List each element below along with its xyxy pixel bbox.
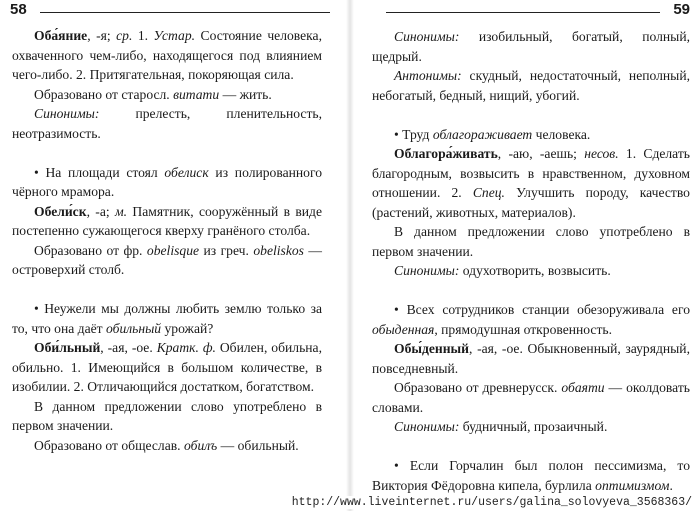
right-page-text — [372, 27, 690, 495]
headword: Оби́льный — [34, 340, 101, 355]
italic-term: Синонимы: — [394, 29, 460, 44]
italic-term: облагораживает — [432, 126, 533, 142]
italic-term: обелиск — [164, 164, 209, 180]
italic-term: Синонимы: — [34, 106, 100, 121]
text-run: Памятник, сооружённый в виде постепенно сужающегося кверху гранёного столба. — [12, 203, 322, 238]
headword: Обели́ск — [34, 203, 87, 219]
text-run: скудный, недостаточный, неполный, небогатый, бедный, нищий, убогий. — [372, 68, 690, 103]
italic-term: обилъ — [183, 437, 218, 453]
text-paragraph — [12, 104, 322, 143]
text-paragraph — [12, 202, 322, 241]
text-paragraph — [372, 144, 690, 222]
text-paragraph — [372, 222, 690, 261]
text-paragraph — [12, 436, 322, 456]
text-paragraph — [12, 163, 322, 202]
text-run: прелесть, пленительность, неотразимость. — [12, 106, 322, 141]
right-page-number: 59 — [673, 1, 690, 18]
text-paragraph — [372, 66, 690, 105]
text-run: 1. Сделать благородным, возвысить в нравственном, духовном отношении. 2. — [372, 146, 690, 200]
italic-term: обильный — [105, 320, 162, 336]
header-rule — [40, 12, 330, 13]
italic-term: ср. — [116, 28, 133, 43]
dictionary-entry — [12, 26, 322, 85]
right-page-header — [354, 0, 700, 20]
text-run: — жить. — [219, 86, 272, 102]
text-run: , прямодушная откровенность. — [434, 321, 612, 337]
text-run: изобильный, богатый, полный, щедрый. — [372, 29, 690, 64]
text-paragraph — [12, 299, 322, 338]
text-run: из греч. — [199, 242, 254, 258]
italic-term: Синонимы: — [394, 419, 460, 434]
paragraph-gap — [372, 437, 690, 457]
italic-term: витати — [173, 86, 220, 102]
text-run: — околдовать словами. — [372, 380, 690, 415]
text-run: • Труд — [394, 126, 433, 142]
italic-term: Устар. — [153, 28, 196, 43]
text-run: Образовано от древнерусск. — [394, 380, 562, 395]
text-paragraph — [372, 378, 690, 417]
text-run: В данном предложении слово употреблено в первом значении. — [12, 398, 322, 433]
text-run: одухотворить, возвысить. — [459, 263, 611, 278]
text-paragraph — [372, 300, 690, 339]
text-run: человека. — [532, 126, 591, 142]
left-page-header — [0, 0, 346, 20]
text-paragraph — [372, 261, 690, 281]
paragraph-gap — [372, 281, 690, 301]
text-run: — островерхий столб. — [12, 242, 322, 277]
text-run: , -аю, -аешь; — [497, 146, 585, 161]
text-paragraph — [372, 417, 690, 437]
right-page — [354, 0, 700, 511]
text-run: • На площади стоял — [34, 164, 165, 180]
text-run: Образовано от старосл. — [34, 86, 174, 102]
paragraph-gap — [372, 105, 690, 125]
text-run: будничный, прозаичный. — [459, 419, 608, 434]
text-paragraph — [12, 85, 322, 105]
text-run: из полированного чёрного мрамора. — [12, 164, 322, 199]
text-run: 1. — [132, 28, 154, 43]
text-run: Состояние человека, охваченного чем-либо, находящегося под влиянием чего-либо. 2. Притягательная, покоряющая сила. — [12, 28, 322, 82]
text-run: В данном предложении слово употреблено в первом значении. — [372, 224, 690, 259]
italic-term: obelisque — [146, 242, 200, 258]
text-run: Образовано от общеслав. — [34, 437, 184, 453]
text-run: , -а; — [86, 203, 115, 219]
headword: Облагора́живать — [394, 146, 498, 161]
italic-term: Синонимы: — [394, 263, 460, 278]
italic-term: обыденная — [372, 321, 435, 337]
text-run: Образовано от фр. — [34, 242, 147, 258]
left-page-number: 58 — [10, 1, 27, 18]
source-watermark: http://www.liveinternet.ru/users/galina_solovyeva_3568363/ — [288, 496, 692, 509]
italic-term: Спец. — [472, 185, 505, 200]
text-run: урожай? — [161, 320, 214, 336]
text-run: Улучшить породу, качество (растений, животных, материалов). — [372, 185, 690, 220]
headword: Оба́яние — [34, 28, 88, 43]
italic-term: оптимизмом — [595, 477, 670, 493]
paragraph-gap — [12, 143, 322, 163]
text-paragraph — [12, 338, 322, 397]
book-gutter — [346, 0, 354, 511]
text-run: , -ая, -ое. — [100, 340, 157, 355]
text-paragraph — [372, 339, 690, 378]
left-page-text — [12, 26, 322, 455]
text-run: • Неужели мы должны любить землю только за то, что она даёт — [12, 301, 322, 336]
text-paragraph — [12, 241, 322, 280]
italic-term: obeliskos — [253, 242, 304, 258]
text-paragraph — [372, 125, 690, 145]
text-run: • Всех сотрудников станции обезоруживала его — [394, 302, 690, 317]
italic-term: Антонимы: — [394, 68, 462, 83]
text-paragraph — [372, 456, 690, 495]
paragraph-gap — [12, 280, 322, 300]
text-run: • Если Горчалин был полон пессимизма, то Виктория Фёдоровна кипела, бурлила — [372, 458, 690, 493]
text-run: . — [669, 477, 673, 493]
text-paragraph — [12, 397, 322, 436]
header-rule — [386, 12, 660, 13]
text-run: , -ая, -ое. Обыкновенный, заурядный, повседневный. — [372, 341, 690, 376]
text-run: , -я; — [87, 28, 117, 43]
text-paragraph — [372, 27, 690, 66]
text-run: Обилен, обильна, обильно. 1. Имеющийся в большом количестве, в изобилии. 2. Отличающийся достатком, богатством. — [12, 340, 322, 394]
italic-term: обаяти — [561, 380, 605, 395]
italic-term: Кратк. ф. — [156, 340, 216, 355]
headword: Обы́денный — [394, 341, 470, 356]
italic-term: несов. — [584, 146, 619, 161]
italic-term: м. — [115, 203, 128, 219]
text-run: — обильный. — [217, 437, 299, 453]
left-page — [0, 0, 346, 511]
